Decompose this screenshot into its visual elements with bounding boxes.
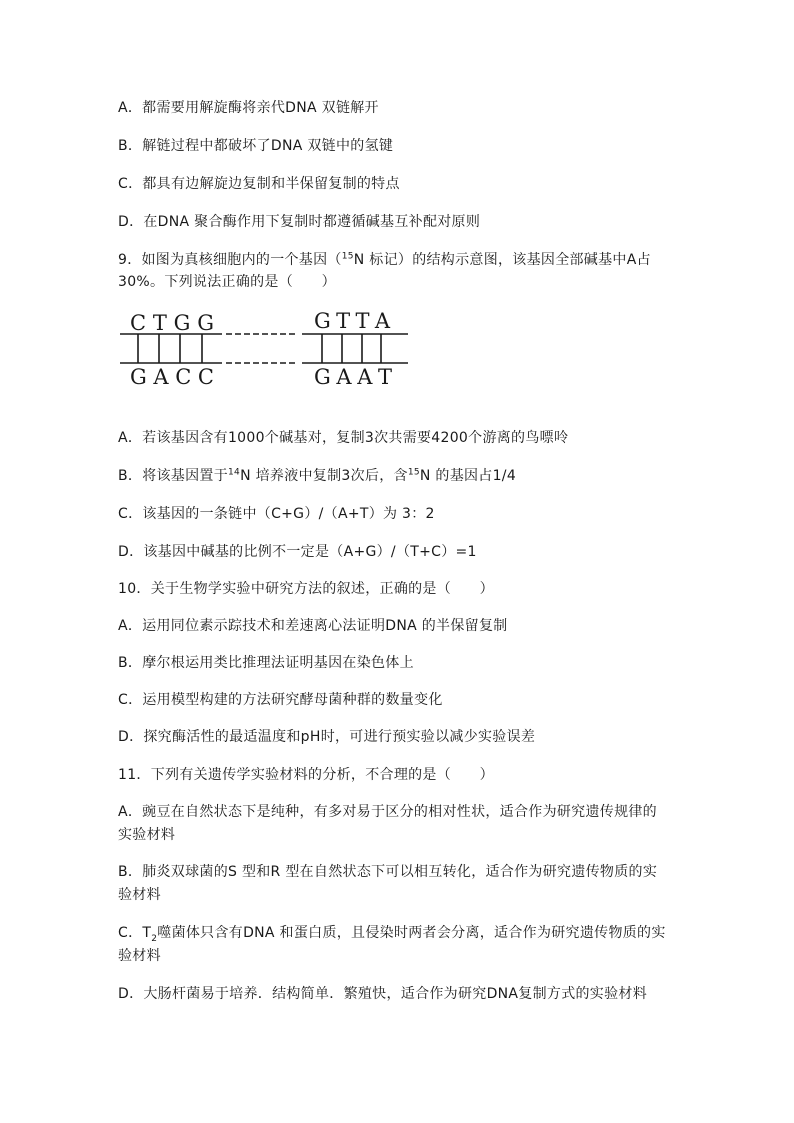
q11-option-a-line2: 实验材料 xyxy=(118,827,176,843)
q8-option-d: D．在DNA 聚合酶作用下复制时都遵循碱基互补配对原则 xyxy=(118,214,481,230)
q9-option-b-text: N 培养液中复制3次后，含 xyxy=(240,468,408,484)
q9-stem-text: 9．如图为真核细胞内的一个基因（ xyxy=(118,252,342,268)
q9-option-c: C．该基因的一条链中（C+G）/（A+T）为 3：2 xyxy=(118,506,435,522)
dna-structure-diagram xyxy=(118,306,418,388)
q10-option-c: C．运用模型构建的方法研究酵母菌种群的数量变化 xyxy=(118,692,443,708)
isotope-superscript: 15 xyxy=(341,251,354,262)
phage-subscript: 2 xyxy=(151,933,158,944)
q11-option-b-line2: 验材料 xyxy=(118,887,161,903)
q10-option-b: B．摩尔根运用类比推理法证明基因在染色体上 xyxy=(118,655,414,671)
isotope-superscript: 14 xyxy=(228,467,241,478)
q10-option-d: D．探究酶活性的最适温度和pH时，可进行预实验以减少实验误差 xyxy=(118,729,536,745)
q8-option-a: A．都需要用解旋酶将亲代DNA 双链解开 xyxy=(118,100,379,116)
isotope-superscript: 15 xyxy=(407,467,420,478)
q9-option-d: D．该基因中碱基的比例不一定是（A+G）/（T+C）=1 xyxy=(118,544,477,560)
q9-stem-line1 xyxy=(118,250,651,270)
q11-option-d: D．大肠杆菌易于培养．结构简单．繁殖快，适合作为研究DNA复制方式的实验材料 xyxy=(118,986,648,1002)
top-strand-right-bases: G T T A xyxy=(314,309,390,333)
top-strand-left-bases: C T G G xyxy=(130,311,214,335)
hydrogen-bonds-right xyxy=(322,334,381,363)
q8-option-c: C．都具有边解旋边复制和半保留复制的特点 xyxy=(118,176,400,192)
q9-option-b-text: N 的基因占1/4 xyxy=(419,468,517,484)
q11-option-c-text: 噬菌体只含有DNA 和蛋白质，且侵染时两者会分离，适合作为研究遗传物质的实 xyxy=(157,925,666,941)
q8-option-b: B．解链过程中都破坏了DNA 双链中的氢键 xyxy=(118,138,394,154)
q10-stem: 10．关于生物学实验中研究方法的叙述，正确的是（ ） xyxy=(118,581,494,597)
bottom-strand-right-bases: G A A T xyxy=(314,365,392,388)
q11-option-c-line1 xyxy=(118,923,666,943)
q11-stem: 11．下列有关遗传学实验材料的分析，不合理的是（ ） xyxy=(118,767,494,783)
q11-option-c-line2: 验材料 xyxy=(118,948,161,964)
q9-option-b-text: B．将该基因置于 xyxy=(118,468,229,484)
q9-stem-text: N 标记）的结构示意图，该基因全部碱基中A占 xyxy=(353,252,651,268)
bottom-strand-left-bases: G A C C xyxy=(130,365,214,388)
q9-option-a: A．若该基因含有1000个碱基对，复制3次共需要4200个游离的鸟嘌呤 xyxy=(118,430,569,446)
q11-option-a-line1: A．豌豆在自然状态下是纯种，有多对易于区分的相对性状，适合作为研究遗传规律的 xyxy=(118,804,657,820)
q9-stem-line2: 30%。下列说法正确的是（ ） xyxy=(118,274,336,290)
q10-option-a: A．运用同位素示踪技术和差速离心法证明DNA 的半保留复制 xyxy=(118,618,508,634)
hydrogen-bonds-left xyxy=(138,334,202,363)
q11-option-c-text: C．T xyxy=(118,925,152,941)
q11-option-b-line1: B．肺炎双球菌的S 型和R 型在自然状态下可以相互转化，适合作为研究遗传物质的实 xyxy=(118,864,658,880)
q9-option-b xyxy=(118,466,516,486)
